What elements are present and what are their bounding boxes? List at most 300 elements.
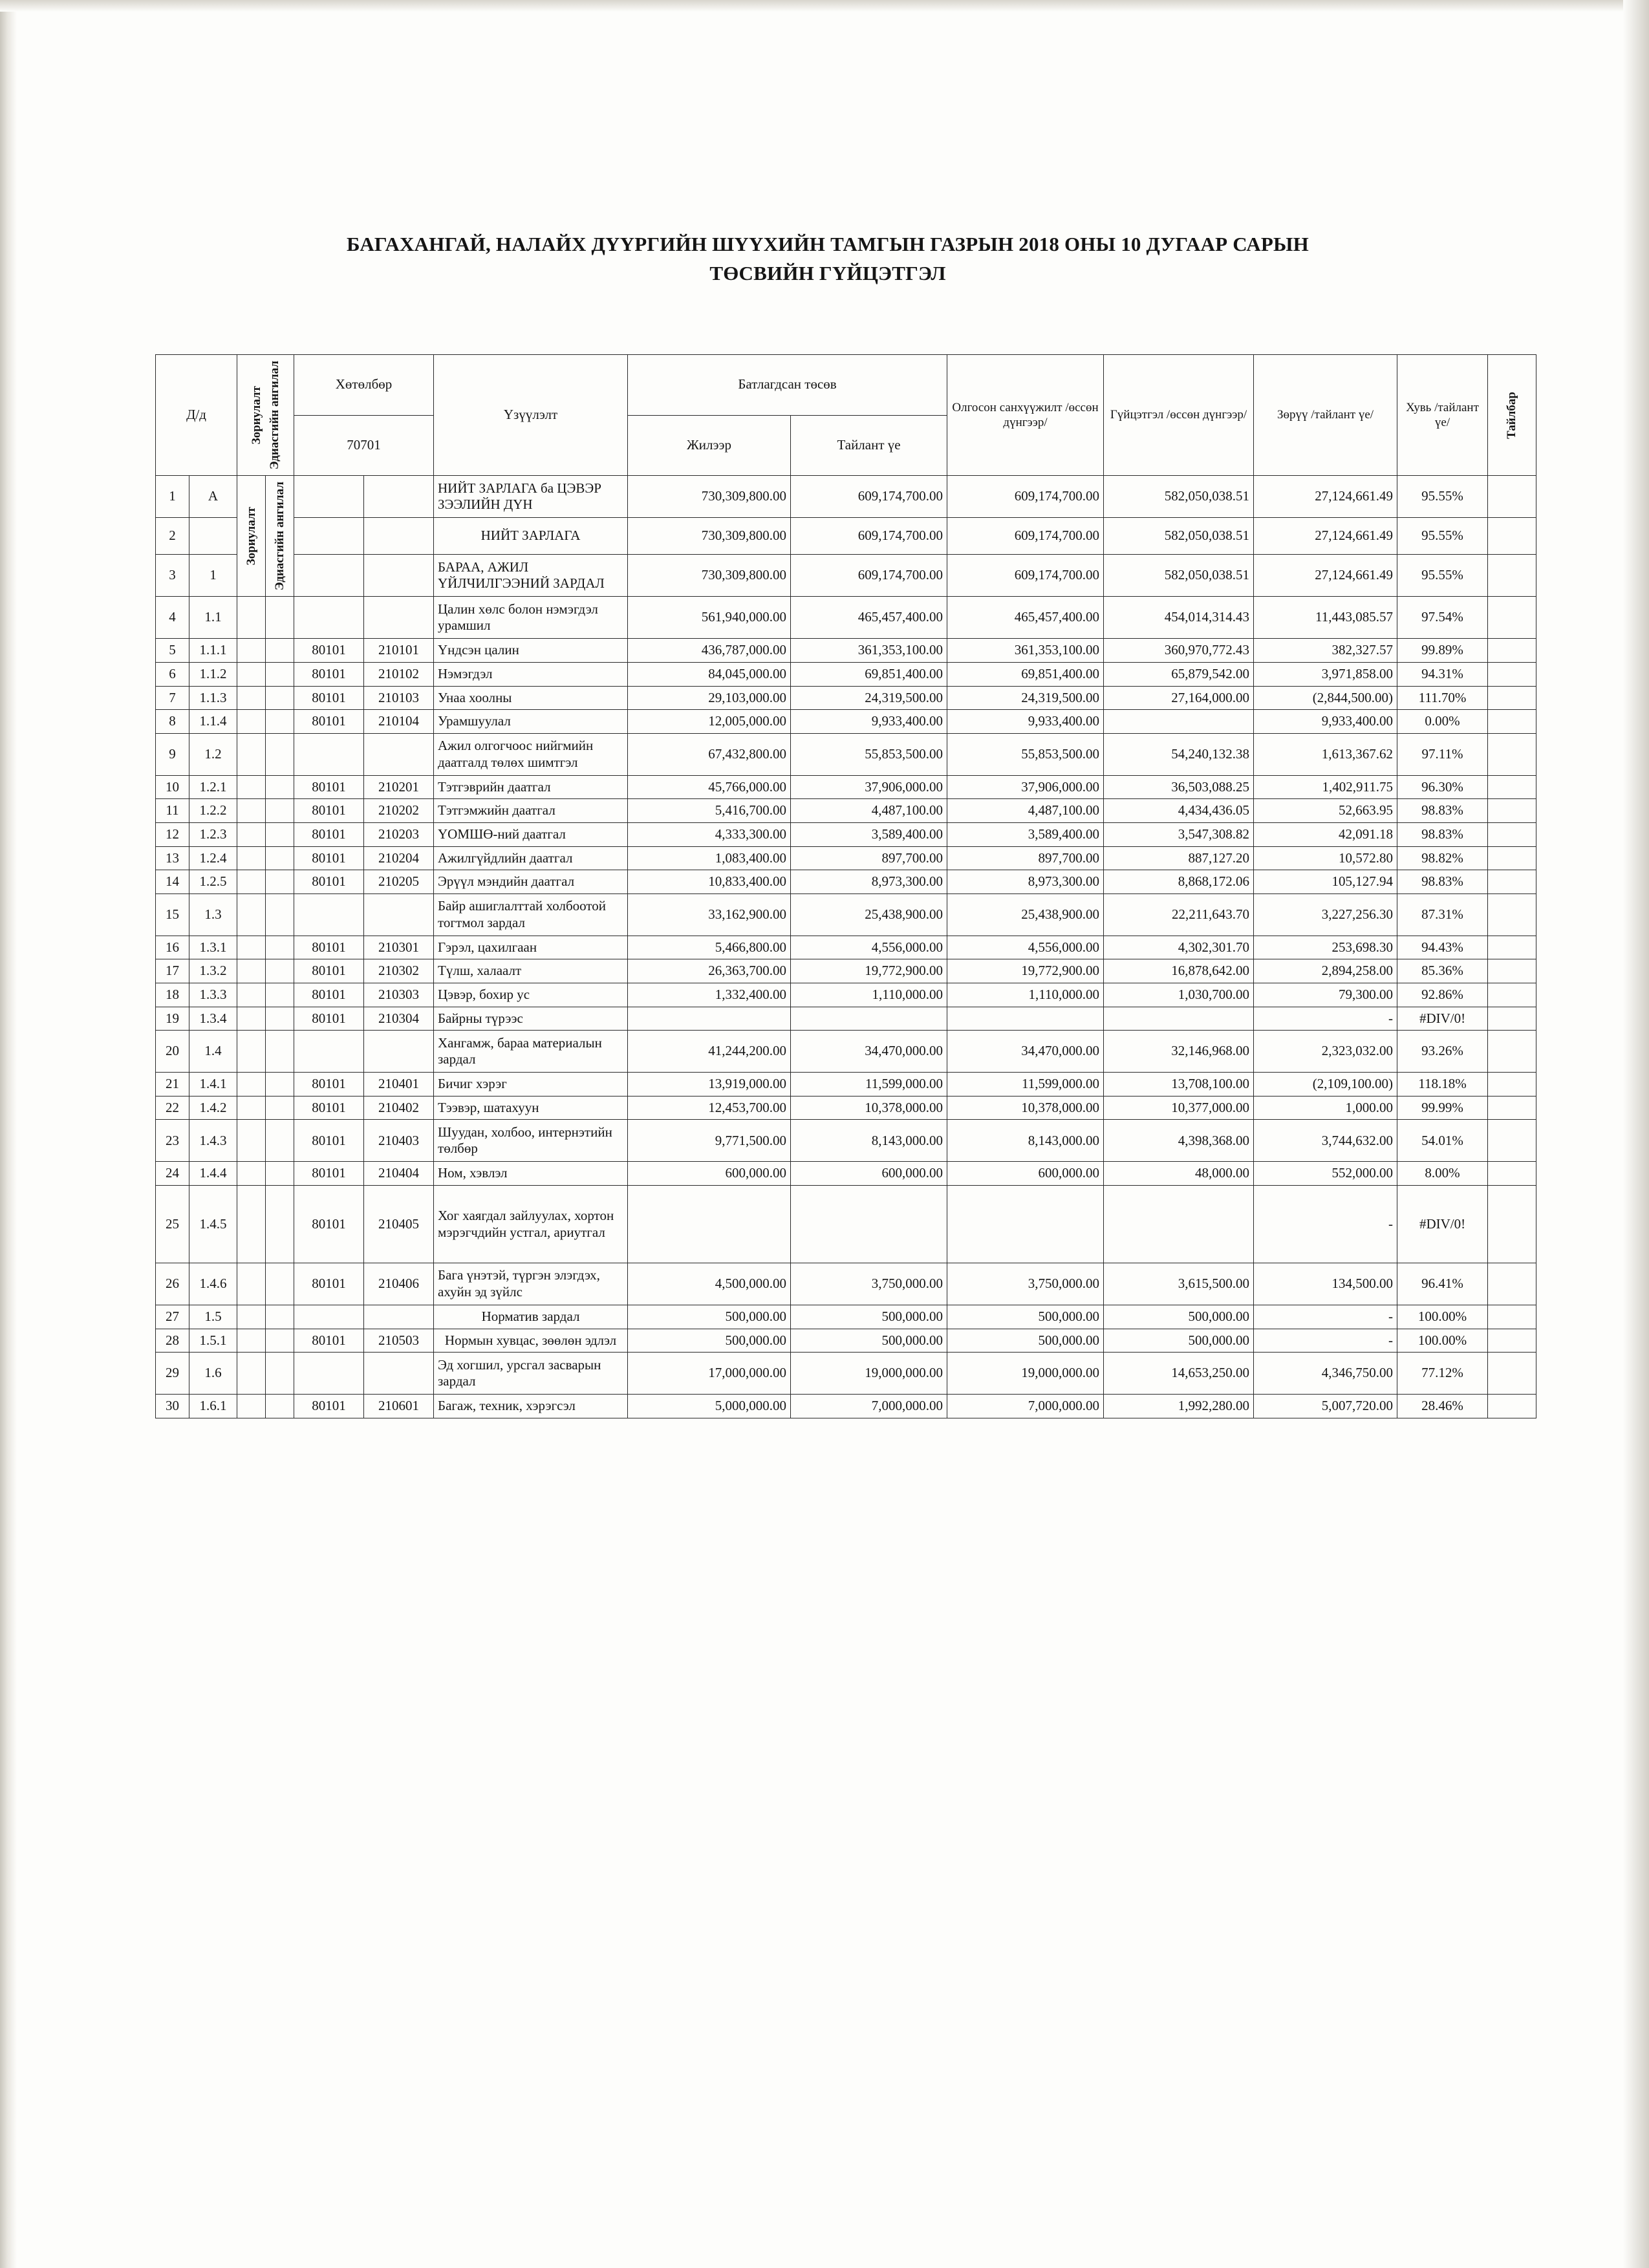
cell-approved-year: 730,309,800.00	[628, 518, 791, 555]
cell-program-code-1	[294, 555, 364, 597]
cell-financed: 4,556,000.00	[947, 936, 1104, 959]
table-row	[156, 1353, 1536, 1395]
cell-indicator: Цэвэр, бохир ус	[434, 983, 628, 1007]
cell-approved-period: 500,000.00	[791, 1329, 947, 1353]
cell-percent: #DIV/0!	[1397, 1186, 1488, 1263]
cell-performance: 8,868,172.06	[1104, 870, 1254, 894]
cell-dd: 1.5.1	[189, 1329, 237, 1353]
cell-note	[1488, 733, 1536, 775]
cell-approved-period: 9,933,400.00	[791, 710, 947, 734]
cell-financed: 609,174,700.00	[947, 476, 1104, 518]
cell-approved-period: 361,353,100.00	[791, 639, 947, 663]
cell-approved-period: 4,556,000.00	[791, 936, 947, 959]
cell-program-code-1: 80101	[294, 936, 364, 959]
cell-indicator: Норматив зардал	[434, 1305, 628, 1329]
cell-purpose	[237, 936, 266, 959]
cell-note	[1488, 1096, 1536, 1120]
cell-purpose	[237, 846, 266, 870]
cell-row-number: 21	[156, 1073, 189, 1097]
cell-approved-year: 561,940,000.00	[628, 597, 791, 639]
cell-approved-year: 45,766,000.00	[628, 775, 791, 799]
cell-program-code-2: 210401	[364, 1073, 434, 1097]
header-program-code: 70701	[294, 415, 434, 476]
cell-performance: 887,127.20	[1104, 846, 1254, 870]
cell-row-number: 22	[156, 1096, 189, 1120]
cell-row-number: 17	[156, 959, 189, 983]
cell-approved-year: 600,000.00	[628, 1162, 791, 1186]
cell-dd: 1.3.1	[189, 936, 237, 959]
cell-financed	[947, 1007, 1104, 1031]
cell-program-code-2	[364, 733, 434, 775]
cell-econclass	[266, 1096, 294, 1120]
cell-purpose	[237, 1305, 266, 1329]
cell-approved-period: 69,851,400.00	[791, 662, 947, 686]
cell-purpose	[237, 822, 266, 846]
cell-row-number: 20	[156, 1031, 189, 1073]
cell-econclass	[266, 686, 294, 710]
cell-econclass	[266, 1329, 294, 1353]
cell-program-code-1	[294, 1305, 364, 1329]
cell-approved-year: 10,833,400.00	[628, 870, 791, 894]
cell-econclass	[266, 1007, 294, 1031]
cell-purpose	[237, 959, 266, 983]
cell-purpose	[237, 1329, 266, 1353]
cell-row-number: 11	[156, 799, 189, 823]
cell-approved-year: 29,103,000.00	[628, 686, 791, 710]
cell-approved-period: 8,143,000.00	[791, 1120, 947, 1162]
cell-purpose	[237, 1353, 266, 1395]
cell-indicator: Үндсэн цалин	[434, 639, 628, 663]
cell-row-number: 9	[156, 733, 189, 775]
cell-variance: 3,227,256.30	[1254, 893, 1397, 936]
cell-program-code-1: 80101	[294, 1120, 364, 1162]
cell-approved-year	[628, 1007, 791, 1031]
cell-row-number: 3	[156, 555, 189, 597]
cell-performance	[1104, 1186, 1254, 1263]
table-row	[156, 1395, 1536, 1418]
scan-edge-right	[1623, 0, 1649, 2268]
cell-program-code-1: 80101	[294, 710, 364, 734]
cell-performance	[1104, 710, 1254, 734]
cell-purpose	[237, 686, 266, 710]
table-row	[156, 936, 1536, 959]
cell-variance: 4,346,750.00	[1254, 1353, 1397, 1395]
cell-financed: 8,973,300.00	[947, 870, 1104, 894]
cell-variance: 27,124,661.49	[1254, 555, 1397, 597]
cell-econclass	[266, 1395, 294, 1418]
table-row	[156, 1305, 1536, 1329]
cell-percent: 118.18%	[1397, 1073, 1488, 1097]
header-no: Д/д	[156, 355, 237, 476]
cell-approved-year: 500,000.00	[628, 1305, 791, 1329]
header-variance: Зөрүү /тайлант үе/	[1254, 355, 1397, 476]
cell-performance	[1104, 1007, 1254, 1031]
cell-approved-year: 1,332,400.00	[628, 983, 791, 1007]
cell-program-code-1: 80101	[294, 959, 364, 983]
cell-program-code-2	[364, 1031, 434, 1073]
cell-dd: А	[189, 476, 237, 518]
header-financed: Олгосон санхүүжилт /өссөн дүнгээр/	[947, 355, 1104, 476]
header-note-label: Тайлбар	[1505, 391, 1519, 439]
budget-table-wrapper	[155, 354, 1519, 1418]
cell-note	[1488, 1395, 1536, 1418]
cell-financed: 361,353,100.00	[947, 639, 1104, 663]
cell-approved-year: 730,309,800.00	[628, 476, 791, 518]
cell-approved-period: 37,906,000.00	[791, 775, 947, 799]
cell-program-code-1	[294, 893, 364, 936]
cell-dd: 1.4.1	[189, 1073, 237, 1097]
header-percent: Хувь /тайлант үе/	[1397, 355, 1488, 476]
cell-percent: 95.55%	[1397, 518, 1488, 555]
cell-dd: 1	[189, 555, 237, 597]
econclass-vertical-label: Эдиасгийн ангилал	[272, 482, 286, 591]
cell-note	[1488, 822, 1536, 846]
table-row	[156, 822, 1536, 846]
cell-approved-period: 609,174,700.00	[791, 555, 947, 597]
cell-program-code-1: 80101	[294, 662, 364, 686]
cell-performance: 454,014,314.43	[1104, 597, 1254, 639]
cell-row-number: 16	[156, 936, 189, 959]
cell-approved-year: 26,363,700.00	[628, 959, 791, 983]
cell-program-code-2: 210205	[364, 870, 434, 894]
cell-program-code-1: 80101	[294, 1096, 364, 1120]
cell-indicator: Тэтгэмжийн даатгал	[434, 799, 628, 823]
table-row	[156, 710, 1536, 734]
cell-percent: 99.99%	[1397, 1096, 1488, 1120]
cell-program-code-1: 80101	[294, 799, 364, 823]
cell-program-code-2: 210403	[364, 1120, 434, 1162]
cell-program-code-2	[364, 518, 434, 555]
cell-indicator: Байрны түрээс	[434, 1007, 628, 1031]
cell-financed: 34,470,000.00	[947, 1031, 1104, 1073]
cell-program-code-2: 210202	[364, 799, 434, 823]
cell-financed: 897,700.00	[947, 846, 1104, 870]
cell-econclass	[266, 1305, 294, 1329]
cell-financed: 4,487,100.00	[947, 799, 1104, 823]
cell-approved-period: 897,700.00	[791, 846, 947, 870]
cell-indicator: Бага үнэтэй, түргэн элэгдэх, ахуйн эд зүйлс	[434, 1263, 628, 1305]
cell-program-code-2	[364, 476, 434, 518]
cell-purpose	[237, 893, 266, 936]
cell-approved-year: 84,045,000.00	[628, 662, 791, 686]
cell-approved-period: 7,000,000.00	[791, 1395, 947, 1418]
cell-financed: 465,457,400.00	[947, 597, 1104, 639]
cell-purpose	[237, 1395, 266, 1418]
cell-variance: 11,443,085.57	[1254, 597, 1397, 639]
cell-program-code-1: 80101	[294, 1263, 364, 1305]
cell-performance: 582,050,038.51	[1104, 518, 1254, 555]
cell-dd: 1.3.3	[189, 983, 237, 1007]
cell-financed: 55,853,500.00	[947, 733, 1104, 775]
cell-program-code-2	[364, 1305, 434, 1329]
cell-row-number: 24	[156, 1162, 189, 1186]
cell-percent: 97.54%	[1397, 597, 1488, 639]
cell-row-number: 15	[156, 893, 189, 936]
cell-note	[1488, 710, 1536, 734]
cell-note	[1488, 1186, 1536, 1263]
cell-performance: 500,000.00	[1104, 1329, 1254, 1353]
cell-financed: 500,000.00	[947, 1329, 1104, 1353]
cell-note	[1488, 1353, 1536, 1395]
cell-econclass	[266, 893, 294, 936]
cell-approved-year: 33,162,900.00	[628, 893, 791, 936]
cell-note	[1488, 775, 1536, 799]
table-row	[156, 686, 1536, 710]
cell-percent: 54.01%	[1397, 1120, 1488, 1162]
cell-approved-year: 9,771,500.00	[628, 1120, 791, 1162]
cell-econclass	[266, 775, 294, 799]
cell-variance: 382,327.57	[1254, 639, 1397, 663]
table-row	[156, 639, 1536, 663]
cell-percent: 98.83%	[1397, 799, 1488, 823]
scan-edge-top	[0, 0, 1649, 12]
cell-row-number: 12	[156, 822, 189, 846]
cell-variance: 105,127.94	[1254, 870, 1397, 894]
cell-purpose	[237, 870, 266, 894]
cell-percent: 95.55%	[1397, 476, 1488, 518]
cell-approved-period: 19,000,000.00	[791, 1353, 947, 1395]
cell-note	[1488, 518, 1536, 555]
cell-variance: -	[1254, 1329, 1397, 1353]
cell-purpose	[237, 775, 266, 799]
cell-dd	[189, 518, 237, 555]
cell-program-code-1: 80101	[294, 1073, 364, 1097]
cell-program-code-1: 80101	[294, 1329, 364, 1353]
cell-program-code-2	[364, 893, 434, 936]
cell-program-code-1	[294, 518, 364, 555]
cell-econclass	[266, 733, 294, 775]
purpose-vertical-label: Зориулалт	[244, 507, 258, 566]
cell-purpose	[237, 1263, 266, 1305]
cell-purpose	[237, 1073, 266, 1097]
cell-row-number: 23	[156, 1120, 189, 1162]
cell-variance: 2,894,258.00	[1254, 959, 1397, 983]
cell-note	[1488, 1120, 1536, 1162]
cell-approved-period: 8,973,300.00	[791, 870, 947, 894]
cell-econclass	[266, 597, 294, 639]
table-row	[156, 893, 1536, 936]
header-econ-class: Эдиасгийн ангилал	[267, 361, 281, 470]
cell-performance: 4,398,368.00	[1104, 1120, 1254, 1162]
cell-financed: 7,000,000.00	[947, 1395, 1104, 1418]
cell-program-code-2	[364, 597, 434, 639]
cell-purpose	[237, 1007, 266, 1031]
cell-approved-year: 17,000,000.00	[628, 1353, 791, 1395]
cell-approved-period: 10,378,000.00	[791, 1096, 947, 1120]
cell-dd: 1.1.3	[189, 686, 237, 710]
cell-approved-period: 19,772,900.00	[791, 959, 947, 983]
cell-performance: 4,302,301.70	[1104, 936, 1254, 959]
cell-note	[1488, 846, 1536, 870]
cell-approved-year: 12,453,700.00	[628, 1096, 791, 1120]
cell-approved-year: 5,466,800.00	[628, 936, 791, 959]
cell-percent: 99.89%	[1397, 639, 1488, 663]
cell-approved-period: 609,174,700.00	[791, 518, 947, 555]
cell-row-number: 18	[156, 983, 189, 1007]
cell-econclass	[266, 936, 294, 959]
cell-note	[1488, 1305, 1536, 1329]
cell-percent: #DIV/0!	[1397, 1007, 1488, 1031]
cell-approved-period	[791, 1007, 947, 1031]
cell-variance: -	[1254, 1305, 1397, 1329]
header-program: Хөтөлбөр	[294, 355, 434, 416]
cell-note	[1488, 555, 1536, 597]
cell-performance: 13,708,100.00	[1104, 1073, 1254, 1097]
cell-performance: 65,879,542.00	[1104, 662, 1254, 686]
cell-row-number: 6	[156, 662, 189, 686]
cell-financed: 11,599,000.00	[947, 1073, 1104, 1097]
cell-indicator: Шуудан, холбоо, интернэтийн төлбөр	[434, 1120, 628, 1162]
cell-dd: 1.2	[189, 733, 237, 775]
cell-program-code-2: 210405	[364, 1186, 434, 1263]
table-row	[156, 1120, 1536, 1162]
cell-indicator: Тэтгэврийн даатгал	[434, 775, 628, 799]
title-line-2: ТӨСВИЙН ГҮЙЦЭТГЭЛ	[709, 262, 946, 284]
cell-dd: 1.4.6	[189, 1263, 237, 1305]
cell-approved-period: 25,438,900.00	[791, 893, 947, 936]
table-row	[156, 1073, 1536, 1097]
cell-note	[1488, 1263, 1536, 1305]
cell-approved-period: 55,853,500.00	[791, 733, 947, 775]
cell-indicator: Ажил олгогчоос нийгмийн даатгалд төлөх шимтгэл	[434, 733, 628, 775]
header-indicator: Үзүүлэлт	[434, 355, 628, 476]
cell-dd: 1.3.4	[189, 1007, 237, 1031]
cell-dd: 1.2.4	[189, 846, 237, 870]
table-row	[156, 846, 1536, 870]
cell-performance: 10,377,000.00	[1104, 1096, 1254, 1120]
cell-performance: 500,000.00	[1104, 1305, 1254, 1329]
cell-approved-year: 730,309,800.00	[628, 555, 791, 597]
cell-indicator: Нормын хувцас, зөөлөн эдлэл	[434, 1329, 628, 1353]
cell-approved-period: 3,750,000.00	[791, 1263, 947, 1305]
cell-financed: 24,319,500.00	[947, 686, 1104, 710]
cell-variance: 3,971,858.00	[1254, 662, 1397, 686]
cell-variance: 42,091.18	[1254, 822, 1397, 846]
cell-program-code-1	[294, 733, 364, 775]
cell-approved-year: 13,919,000.00	[628, 1073, 791, 1097]
cell-note	[1488, 1031, 1536, 1073]
cell-note	[1488, 1329, 1536, 1353]
cell-note	[1488, 983, 1536, 1007]
cell-variance: 134,500.00	[1254, 1263, 1397, 1305]
cell-program-code-2: 210601	[364, 1395, 434, 1418]
cell-indicator: Эд хогшил, урсгал засварын зардал	[434, 1353, 628, 1395]
cell-performance: 4,434,436.05	[1104, 799, 1254, 823]
cell-purpose	[237, 1120, 266, 1162]
cell-financed: 10,378,000.00	[947, 1096, 1104, 1120]
cell-econclass	[266, 1186, 294, 1263]
cell-indicator: Хог хаягдал зайлуулах, хортон мэрэгчдийн устгал, ариутгал	[434, 1186, 628, 1263]
cell-row-number: 2	[156, 518, 189, 555]
table-header	[156, 355, 1536, 476]
cell-econclass	[266, 1073, 294, 1097]
cell-performance: 582,050,038.51	[1104, 476, 1254, 518]
budget-execution-table	[155, 354, 1536, 1418]
cell-row-number: 7	[156, 686, 189, 710]
cell-variance: -	[1254, 1186, 1397, 1263]
cell-performance: 360,970,772.43	[1104, 639, 1254, 663]
cell-note	[1488, 799, 1536, 823]
cell-purpose	[237, 639, 266, 663]
cell-percent: 28.46%	[1397, 1395, 1488, 1418]
cell-program-code-1: 80101	[294, 983, 364, 1007]
table-row	[156, 983, 1536, 1007]
cell-indicator: Нэмэгдэл	[434, 662, 628, 686]
cell-program-code-2: 210101	[364, 639, 434, 663]
cell-program-code-2: 210302	[364, 959, 434, 983]
cell-dd: 1.6	[189, 1353, 237, 1395]
cell-indicator: БАРАА, АЖИЛ ҮЙЛЧИЛГЭЭНИЙ ЗАРДАЛ	[434, 555, 628, 597]
cell-row-number: 13	[156, 846, 189, 870]
cell-program-code-1: 80101	[294, 1395, 364, 1418]
cell-performance: 22,211,643.70	[1104, 893, 1254, 936]
cell-percent: 96.41%	[1397, 1263, 1488, 1305]
cell-approved-year: 1,083,400.00	[628, 846, 791, 870]
cell-performance: 48,000.00	[1104, 1162, 1254, 1186]
cell-row-number: 19	[156, 1007, 189, 1031]
cell-program-code-2: 210102	[364, 662, 434, 686]
cell-econclass	[266, 1263, 294, 1305]
cell-financed: 609,174,700.00	[947, 518, 1104, 555]
cell-program-code-1: 80101	[294, 870, 364, 894]
cell-approved-period: 600,000.00	[791, 1162, 947, 1186]
cell-financed: 609,174,700.00	[947, 555, 1104, 597]
cell-percent: 94.31%	[1397, 662, 1488, 686]
cell-percent: 97.11%	[1397, 733, 1488, 775]
cell-percent: 92.86%	[1397, 983, 1488, 1007]
cell-program-code-2	[364, 555, 434, 597]
cell-dd: 1.1	[189, 597, 237, 639]
cell-performance: 32,146,968.00	[1104, 1031, 1254, 1073]
cell-indicator: Гэрэл, цахилгаан	[434, 936, 628, 959]
cell-approved-year: 436,787,000.00	[628, 639, 791, 663]
cell-dd: 1.2.3	[189, 822, 237, 846]
cell-row-number: 4	[156, 597, 189, 639]
table-row	[156, 775, 1536, 799]
cell-variance: 10,572.80	[1254, 846, 1397, 870]
cell-dd: 1.2.5	[189, 870, 237, 894]
cell-percent: 98.82%	[1397, 846, 1488, 870]
cell-row-number: 27	[156, 1305, 189, 1329]
cell-variance: 1,613,367.62	[1254, 733, 1397, 775]
cell-dd: 1.3	[189, 893, 237, 936]
cell-program-code-2: 210103	[364, 686, 434, 710]
cell-econclass	[266, 799, 294, 823]
cell-variance: -	[1254, 1007, 1397, 1031]
cell-performance: 3,615,500.00	[1104, 1263, 1254, 1305]
header-purpose: Зориулалт	[250, 385, 264, 445]
cell-percent: 93.26%	[1397, 1031, 1488, 1073]
cell-note	[1488, 870, 1536, 894]
cell-econclass	[266, 959, 294, 983]
cell-percent: 0.00%	[1397, 710, 1488, 734]
cell-row-number: 26	[156, 1263, 189, 1305]
cell-econclass-vertical	[266, 476, 294, 597]
cell-purpose	[237, 799, 266, 823]
cell-program-code-1: 80101	[294, 1162, 364, 1186]
cell-econclass	[266, 1120, 294, 1162]
cell-dd: 1.4.3	[189, 1120, 237, 1162]
cell-approved-year	[628, 1186, 791, 1263]
cell-variance: (2,109,100.00)	[1254, 1073, 1397, 1097]
cell-approved-period: 500,000.00	[791, 1305, 947, 1329]
header-approved-period: Тайлант үе	[791, 415, 947, 476]
cell-note	[1488, 686, 1536, 710]
cell-dd: 1.1.2	[189, 662, 237, 686]
cell-approved-year: 12,005,000.00	[628, 710, 791, 734]
cell-percent: 8.00%	[1397, 1162, 1488, 1186]
cell-program-code-1: 80101	[294, 846, 364, 870]
